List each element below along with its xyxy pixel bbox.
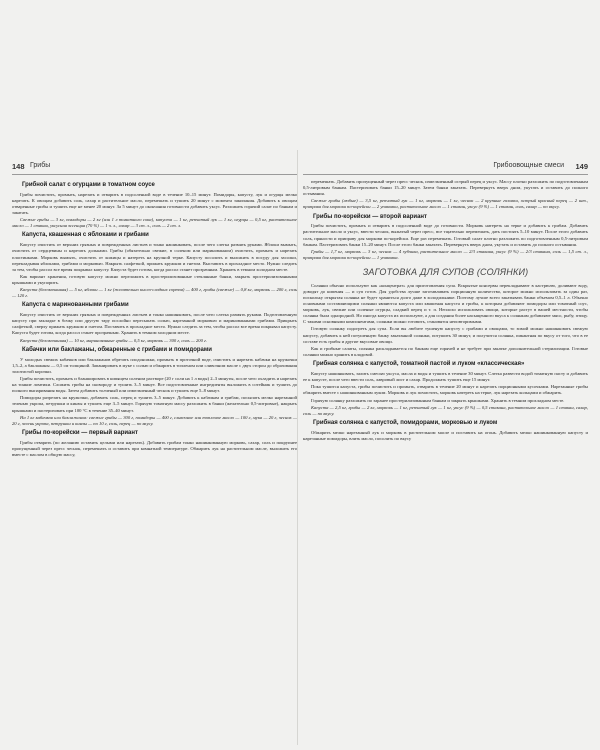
paragraph: У молодых свежих кабачков или баклажанов обрезать плодоножки, промыть в проточной воде, очистить и нарезать кабачки на кружочки 1,5–2, а баклажаны — 0,5 см толщиной. Запанировать в муке с солью и обжарить в топленом или сливочном масле с двух сторон до образования золотистой корочки.: [12, 356, 297, 374]
paragraph: Пока тушится капуста, грибы почистить и промыть, отварить в течение 20 минут и нарезать порционными кусочками. Нарезанные грибы обжарить вместе с нашинкованным луком. Морковь и лук почистить, морковь натереть на терке, лук нарезать кольцами и обжарить.: [303, 384, 588, 396]
recipe-title: Грибы по-корейски — второй вариант: [313, 213, 427, 220]
paragraph: перемешать. Добавить пропущенный через пресс чеснок, измельченный острый перец и уксус. Массу плотно разложить по подготовленным 0,5-литровым банкам. Пастеризовать банки 15–20 минут. Затем банки закатать. Перевернуть вверх дном, укутать и оставить до полного остывания.: [303, 179, 588, 197]
paragraph: Капусту очистить от верхних грязных и поврежденных листьев и тонко нашинковать, после чего слегка размять руками. Яблоки вымыть, очистить от сердцевины и нарезать дольками. Грибы (обязательно свежие, в соленом или маринованном) очистить, промыть и нарезать пластинками. Морковь вымыть, очистить от кожицы и натереть на крупной терке. Капусту посолить и выложить в посуду для засолки, перекладывая яблоками, грибами и морковью. Накрыть салфеткой, прижать кружком и гнетом. Выставить в прохладное место. Нужно следить за тем, чтобы рассол все время покрывал капусту. Капуста будет готова, когда рассол станет прозрачным. Хранить в темном холодном месте.: [12, 242, 297, 272]
paragraph: Грибы отварить (по желанию оставить целыми или нарезать). Добавить грибам тонко нашинкованную морковь, сахар, соль и покрупнее пропущенный через пресс чеснок, перемешать и оставить при комнатной температуре. Обжарить лук на растительном масле, выложить его вместе с маслом в общую массу,: [12, 439, 297, 457]
right-page-number: 149: [575, 162, 588, 171]
recipe-title: Грибная солянка с капустой, помидорами, морковью и луком: [313, 419, 498, 426]
recipe-title: Кабачки или баклажаны, обжаренные с грибами и помидорами: [22, 346, 212, 353]
ingredients-list: Капуста (белокочанная) — 5 кг, яблоки — 1 кг (желательно кисло-сладких сортов) — 400 г, грибы (свежие) — 0,8 кг, морковь — 200 г, соль — 120 г.: [12, 287, 297, 299]
paragraph: Помидоры разрезать на кружочки, добавить соль, перец и тушить 3–5 минут. Добавить к кабачкам и грибам, посыпать мелко нарезанной зеленью укропа, петрушки и кинзы и тушить еще 3–5 минут. Горячую томатную массу разложить в банки (желательно 0,5-литровые), накрыть крышками и пастеризовать при 100 °С в течение 35–40 минут.: [12, 395, 297, 413]
left-page-number: 148: [12, 162, 25, 171]
paragraph: Солянки обычно используют как «концентрат» для приготовления супа. Вскрытые консервы перекладывают в кастрюлю, доливают воду, доводят до кипения — и суп готов. Для удобства лучше заготавливать порционную количество, которое можно использовать за один раз, поскольку открытая солянка не будет храниться долго даже в холодильнике. Поэтому лучше всего закатывать банки объемом 0,5–1 л. Обычно основными составляющими солянки являются капуста или квашеная капуста и грибы, к которым добавляют помидоры или томатный соус, морковь, лук, свежие или соленые огурцы, сладкий перец и т. п. Неплохо использовать овощи, которые растут в вашей местности, чтобы солянка была однородной. Но иногда капуста их используют, а для создания более насыщенного вкуса к солянкам добавляют мясо, рыбу, птицу. С такими основными компонентами, солянки можно готовить, становятся неповторимыми.: [303, 282, 588, 325]
paragraph: Капусту нашинковать, залить смесью уксуса, масла и воды и тушить в течение 30 минут. Слегка развести водой томатную пасту и добавить ее к капусте, после чего ввести соль, лавровый лист и сахар. Продолжать тушить еще 15 минут.: [303, 370, 588, 382]
right-page: [303, 160, 588, 742]
chapter-heading: ЗАГОТОВКА ДЛЯ СУПОВ (СОЛЯНКИ): [362, 266, 529, 277]
ingredients-list: На 1 кг кабачков или баклажанов: свежие грибы — 300 г, помидоры — 400 г, сливочное или топленое масло — 100 г, мука — 20 г, чеснок — 20 г, зелень укропа, петрушки и кинзы — по 10 г, соль, перец — по вкусу.: [12, 414, 297, 426]
paragraph: Как вариант хранения, готовую капусту можно переложить в простерилизованные стеклянные банки, закрыть простерилизованными крышками и укупорить.: [12, 273, 297, 285]
left-running-header: [12, 160, 297, 175]
paragraph: Грибы почистить, промыть и отварить в подсоленной воде до готовности. Морковь натереть на терке и добавить к грибам. Добавить растительное масло и уксус, ввести чеснок, выжатый через пресс, все тщательно перемешать, дать постоять 5–10 минут. После этого добавить соль, пряности и приправу для моркови по-корейски. Еще раз перемешать. Готовый салат плотно разложить по подготовленным 0,5-литровым банкам. Пастеризовать банки 15–20 минут. После этого банки закатать. Перевернуть вверх дном, укутать и оставить до полного остывания.: [303, 223, 588, 247]
left-page: [12, 160, 297, 742]
recipe-title: Грибной салат с огурцами в томатном соусе: [22, 182, 155, 188]
ingredients-list: Свежие грибы (любые) — 3,5 кг, репчатый лук — 1 кг, морковь — 1 кг, чеснок — 2 крупные головки, острый красный перец — 2 шт., приправа для моркови по-корейски — 2 упаковки, растительное масло — 1 стакан, уксус (9 %) — 1 стакан, соль, сахар — по вкусу.: [303, 198, 588, 210]
ingredients-list: Грибы — 1,7 кг, морковь — 3 кг, чеснок — 4 зубчика, растительное масло — 2/3 стакана, уксус (9 %) — 2/3 стакана, соль — 1,5 ст. л., приправа для моркови по-корейски — 1 упаковка.: [303, 248, 588, 260]
right-section-title: Грибоовощные смеси: [493, 162, 564, 169]
paragraph: Как и грибные салаты, солянка раскладывается по банкам еще горячей и не требует при закатке дополнительной стерилизации. Готовые солянки можно хранить в кладовой.: [303, 345, 588, 357]
paragraph: Грибы почистить, промыть и бланшировать в кипящем соленом растворе (20 г соли на 1 л воды) 2–3 минуты, после чего охладить и нарезать на тонкие ломтики. Сложить грибы на сковороду и тушить 3–5 минут. Все подготовленные ингредиенты выложить в сотейник и тушить до полного выпаривания воды. Затем добавить толченый или измельченный чеснок и тушить еще 5–8 минут.: [12, 376, 297, 394]
paragraph: Обжарить мелко нарезанный лук и морковь в растительном масле и поставить на огонь. Добавить мелко нашинкованную капусту и нарезанные помидоры, влить масло, посолить по вкусу: [303, 429, 588, 441]
page-gutter: [297, 150, 298, 745]
left-page-body: [12, 175, 297, 458]
ingredients-list: Капуста — 2,5 кг, грибы — 2 кг, морковь — 1 кг, репчатый лук — 1 кг, уксус (9 %) — 0,5 стакана, растительное масло — 1 стакан, сахар, соль — по вкусу.: [303, 404, 588, 416]
paragraph: Капусту очистить от верхних грязных и поврежденных листьев и тонко нашинковать, после чего слегка размять руками. Подготовленную капусту при закладке в бочку или другую тару послойно пересыпать солью, нарезанной морковью и маринованными грибами. Прикрыть салфеткой, сверху прижать кружком и гнетом. Поставить в прохладное место. Нужно следить за тем, чтобы рассол все время покрывал капусту. Капуста будет готова, когда рассол станет прозрачным. Хранить в темном холодном месте.: [12, 312, 297, 336]
paragraph: Грибы почистить, промыть, нарезать и отварить в подсоленной воде в течение 10–15 минут. Помидоры, капусту, лук и огурцы мелко нарезать. К овощам добавить соль, сахар и растительное масло, перемешать и тушить 20 минут с момента закипания. Добавить к овощам отваренные грибы и тушить еще не менее 20 минут. За 5 минут до окончания готовности добавить уксус. Разложить горячий салат по банкам и закатать.: [12, 191, 297, 216]
ingredients-list: Капуста (белокочанная) — 10 кг, маринованные грибы — 0,5 кг, морковь — 300 г, соль — 200 г.: [20, 337, 207, 343]
recipe-title: Капуста с маринованными грибами: [22, 302, 129, 309]
right-page-body: [303, 175, 588, 442]
recipe-title: Грибы по-корейски — первый вариант: [22, 429, 138, 436]
recipe-title: Грибная солянка с капустой, томатной пастой и луком «классическая»: [313, 360, 525, 367]
recipe-title: Капуста, квашенная с яблоками и грибами: [22, 232, 149, 239]
ingredients-list: Свежие грибы — 3 кг, помидоры — 2 кг (или 1 л томатного сока), капуста — 1 кг, репчатый лук — 1 кг, огурцы — 0,5 кг, растительное масло — 1 стакан, уксусная эссенция (70 %) — 1 ч. л., сахар — 3 ст. л., соль — 2 ст. л.: [12, 217, 297, 229]
left-section-title: Грибы: [30, 162, 51, 169]
paragraph: Готовую солянку подогреть для супа. Если вы любите тушеную капусту с грибами и овощами, то зимой можно нашинковать свежую капусту, добавить к ней потушенную банку закатанной солянки, потушить 30 минут, и получится солянка, пикантная по вкусу от того, что в ее составе есть грибы и другие вкусовые овощи.: [303, 326, 588, 344]
right-running-header: [303, 160, 588, 175]
paragraph: Горячую солянку разложить по заранее простерилизованным банкам и закрыть крышками. Хранить в темном прохладном месте.: [311, 397, 565, 403]
